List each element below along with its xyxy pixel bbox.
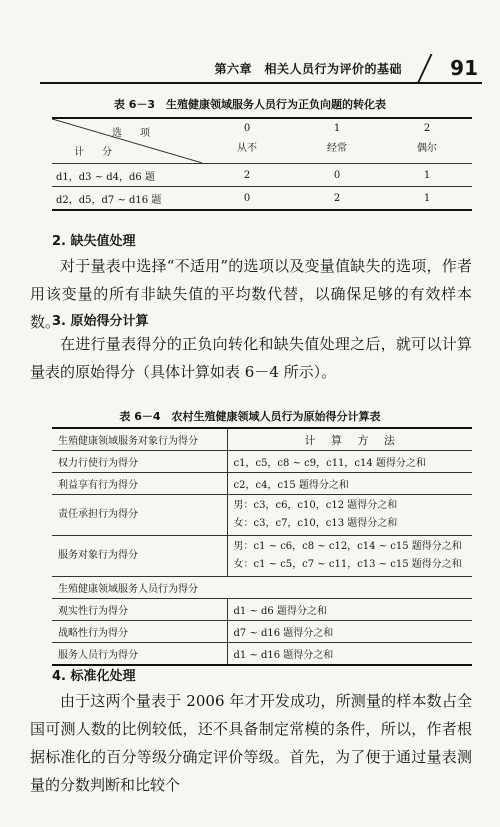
body-paragraph: 由于这两个量表于 2006 年才开发成功，所测量的样本数占全国可测人数的比例较低，还不具备制定常模的条件，所以，作者根据标准化的百分等级分确定评价等级。首先，为了便于通过量表测量的分数判断和比较个 xyxy=(30,692,472,794)
column-header: 2 偶尔 xyxy=(382,118,472,164)
corner-top-label: 选项 xyxy=(112,128,168,139)
table-row: d1，d3 ~ d4，d6 题 2 0 1 xyxy=(52,164,472,187)
raw-score-table xyxy=(52,427,472,666)
table-header-row xyxy=(52,118,472,164)
column-header: 1 经常 xyxy=(292,118,382,164)
section-heading: 4. 标准化处理 xyxy=(52,669,136,684)
section-heading: 3. 原始得分计算 xyxy=(52,314,149,329)
chapter-title: 第六章 相关人员行为评价的基础 xyxy=(214,62,402,76)
table-row: 生殖健康领域服务人员行为得分 xyxy=(52,577,472,599)
table1-caption: 表 6－3 生殖健康领域服务人员行为正负向题的转化表 xyxy=(113,98,387,111)
corner-cell xyxy=(52,118,202,164)
table-row: 利益享有行为得分 c2，c4，c15 题得分之和 xyxy=(52,473,472,495)
table-row: 观实性行为得分 d1 ~ d6 题得分之和 xyxy=(52,599,472,621)
body-paragraph: 对于量表中选择“不适用”的选项以及变量值缺失的选项，作者用该变量的所有非缺失值的平均数代替，以确保足够的有效样本数。 xyxy=(30,257,472,331)
header-slash xyxy=(417,54,432,82)
table-row: 责任承担行为得分 男：c3，c6，c10，c12 题得分之和 女：c3，c7，c10，c13 题得分之和 xyxy=(52,495,472,536)
table-row: 服务对象行为得分 男：c1 ~ c6，c8 ~ c12，c14 ~ c15 题得分之和 女：c1 ~ c5，c7 ~ c11，c13 ~ c15 题得分之和 xyxy=(52,536,472,577)
section-heading: 2. 缺失值处理 xyxy=(52,234,136,249)
running-header xyxy=(40,58,482,84)
table-row: 权力行使行为得分 c1，c5，c8 ~ c9，c11，c14 题得分之和 xyxy=(52,451,472,473)
table2-caption: 表 6－4 农村生殖健康领域人员行为原始得分计算表 xyxy=(119,410,381,423)
page-number: 91 xyxy=(450,56,478,80)
body-paragraph: 在进行量表得分的正负向转化和缺失值处理之后，就可以计算量表的原始得分（具体计算如表 6－4 所示）。 xyxy=(30,335,472,381)
table-row: 服务人员行为得分 d1 ~ d16 题得分之和 xyxy=(52,643,472,666)
corner-bottom-label: 计分 xyxy=(74,147,130,158)
column-header: 0 从不 xyxy=(202,118,292,164)
conversion-table xyxy=(52,117,472,211)
table-header-row: 生殖健康领域服务对象行为得分 计 算 方 法 xyxy=(52,428,472,451)
table-row: d2，d5，d7 ~ d16 题 0 2 1 xyxy=(56,192,431,206)
table-row: 战略性行为得分 d7 ~ d16 题得分之和 xyxy=(52,621,472,643)
